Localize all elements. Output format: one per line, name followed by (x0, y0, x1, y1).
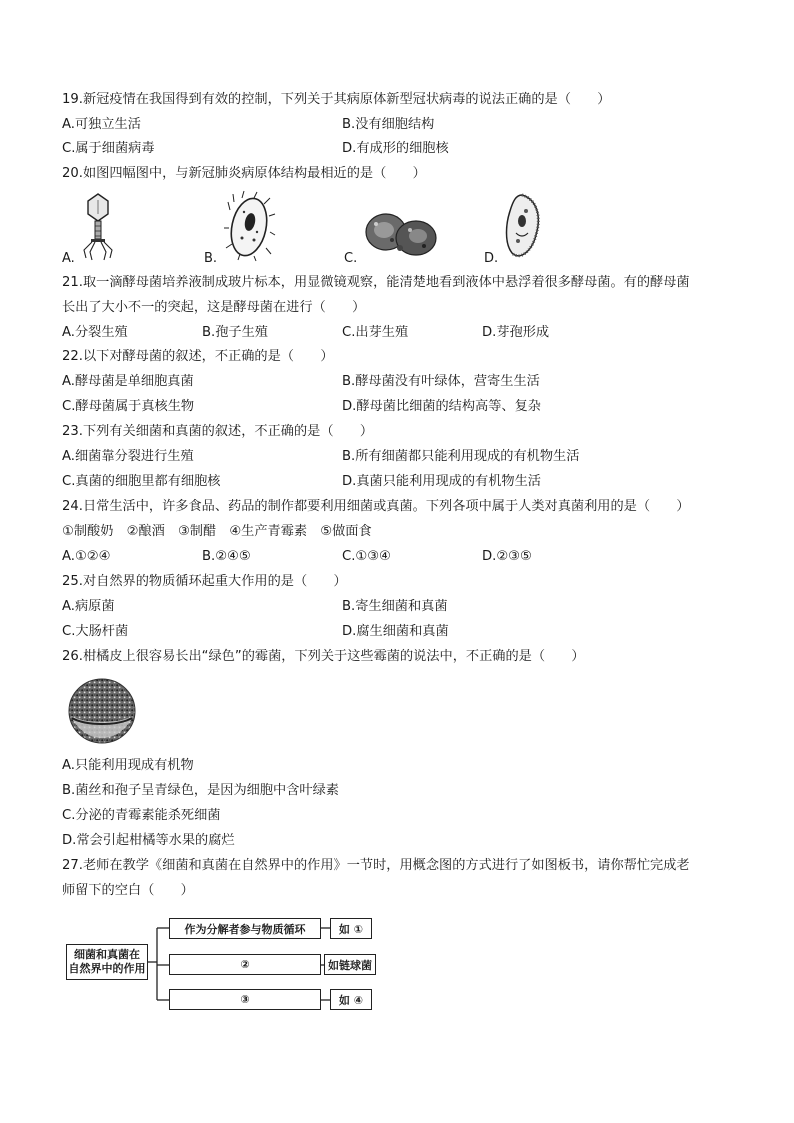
q19-stem: 19.新冠疫情在我国得到有效的控制，下列关于其病原体新型冠状病毒的说法正确的是（ ） (62, 92, 611, 107)
q23-option-d: D.真菌只能利用现成的有机物生活 (342, 474, 541, 489)
q23-option-a: A.细菌靠分裂进行生殖 (62, 449, 194, 464)
q25-option-a: A.病原菌 (62, 599, 115, 614)
fig-b-label: B. (204, 251, 218, 266)
mushroom-icon (364, 208, 438, 260)
q22-option-d: D.酵母菌比细菌的结构高等、复杂 (342, 399, 541, 414)
q24-option-d: D.②③⑤ (482, 549, 532, 564)
concept-map-root-line1: 细菌和真菌在 (74, 948, 140, 961)
q25-option-b: B.寄生细菌和真菌 (342, 599, 448, 614)
q23-option-c: C.真菌的细胞里都有细胞核 (62, 474, 221, 489)
concept-map-branch1: 作为分解者参与物质循环 (169, 918, 321, 939)
q23-stem: 23.下列有关细菌和真菌的叙述，不正确的是（ ） (62, 424, 374, 439)
q24-stem: 24.日常生活中，许多食品、药品的制作都要利用细菌或真菌。下列各项中属于人类对真菌利用的是（ ） (62, 499, 690, 514)
q24-option-c: C.①③④ (342, 549, 391, 564)
q19-option-a: A.可独立生活 (62, 117, 141, 132)
q26-option-c: C.分泌的青霉素能杀死细菌 (62, 808, 221, 823)
q25-stem: 25.对自然界的物质循环起重大作用的是（ ） (62, 574, 347, 589)
q21-option-b: B.孢子生殖 (202, 325, 268, 340)
concept-map-branch3: ③ (169, 989, 321, 1010)
q21-stem-line2: 长出了大小不一的突起，这是酵母菌在进行（ ） (62, 300, 366, 315)
q22-stem: 22.以下对酵母菌的叙述，不正确的是（ ） (62, 349, 334, 364)
q25-option-c: C.大肠杆菌 (62, 624, 129, 639)
q19-option-b: B.没有细胞结构 (342, 117, 435, 132)
q20-stem: 20.如图四幅图中，与新冠肺炎病原体结构最相近的是（ ） (62, 166, 426, 181)
q26-option-d: D.常会引起柑橘等水果的腐烂 (62, 833, 235, 848)
q23-option-b: B.所有细菌都只能利用现成的有机物生活 (342, 449, 580, 464)
q21-option-d: D.芽孢形成 (482, 325, 550, 340)
concept-map-branch3-example: 如 ④ (330, 989, 372, 1010)
q19-option-c: C.属于细菌病毒 (62, 141, 155, 156)
fig-a-label: A. (62, 251, 75, 266)
q25-option-d: D.腐生细菌和真菌 (342, 624, 449, 639)
bacterium-icon (224, 190, 276, 262)
q22-option-b: B.酵母菌没有叶绿体，营寄生生活 (342, 374, 540, 389)
concept-map-branch2: ② (169, 954, 321, 975)
q22-option-a: A.酵母菌是单细胞真菌 (62, 374, 194, 389)
q24-items: ①制酸奶 ②酿酒 ③制醋 ④生产青霉素 ⑤做面食 (62, 524, 372, 539)
q26-option-a: A.只能利用现成有机物 (62, 758, 194, 773)
concept-map-branch1-example: 如 ① (330, 918, 372, 939)
protozoan-icon (502, 193, 544, 261)
concept-map-branch2-example: 如链球菌 (324, 954, 376, 975)
concept-map-root (66, 944, 148, 980)
fig-d-label: D. (484, 251, 499, 266)
q26-stem: 26.柑橘皮上很容易长出“绿色”的霉菌，下列关于这些霉菌的说法中，不正确的是（ ） (62, 649, 585, 664)
q22-option-c: C.酵母菌属于真核生物 (62, 399, 195, 414)
q27-stem-line2: 师留下的空白（ ） (62, 883, 194, 898)
q21-option-c: C.出芽生殖 (342, 325, 409, 340)
concept-map-root-line2: 自然界中的作用 (68, 962, 146, 975)
bacteriophage-icon (78, 192, 118, 262)
q26-option-b: B.菌丝和孢子呈青绿色，是因为细胞中含叶绿素 (62, 783, 339, 798)
q21-option-a: A.分裂生殖 (62, 325, 128, 340)
fig-c-label: C. (344, 251, 358, 266)
q27-stem-line1: 27.老师在教学《细菌和真菌在自然界中的作用》一节时，用概念图的方式进行了如图板书，请你帮忙完成老 (62, 858, 690, 873)
q21-stem-line1: 21.取一滴酵母菌培养液制成玻片标本，用显微镜观察，能清楚地看到液体中悬浮着很多酵母菌。有的酵母菌 (62, 275, 690, 290)
q24-option-b: B.②④⑤ (202, 549, 251, 564)
q24-option-a: A.①②④ (62, 549, 111, 564)
moldy-orange-icon (66, 674, 138, 746)
q19-option-d: D.有成形的细胞核 (342, 141, 449, 156)
